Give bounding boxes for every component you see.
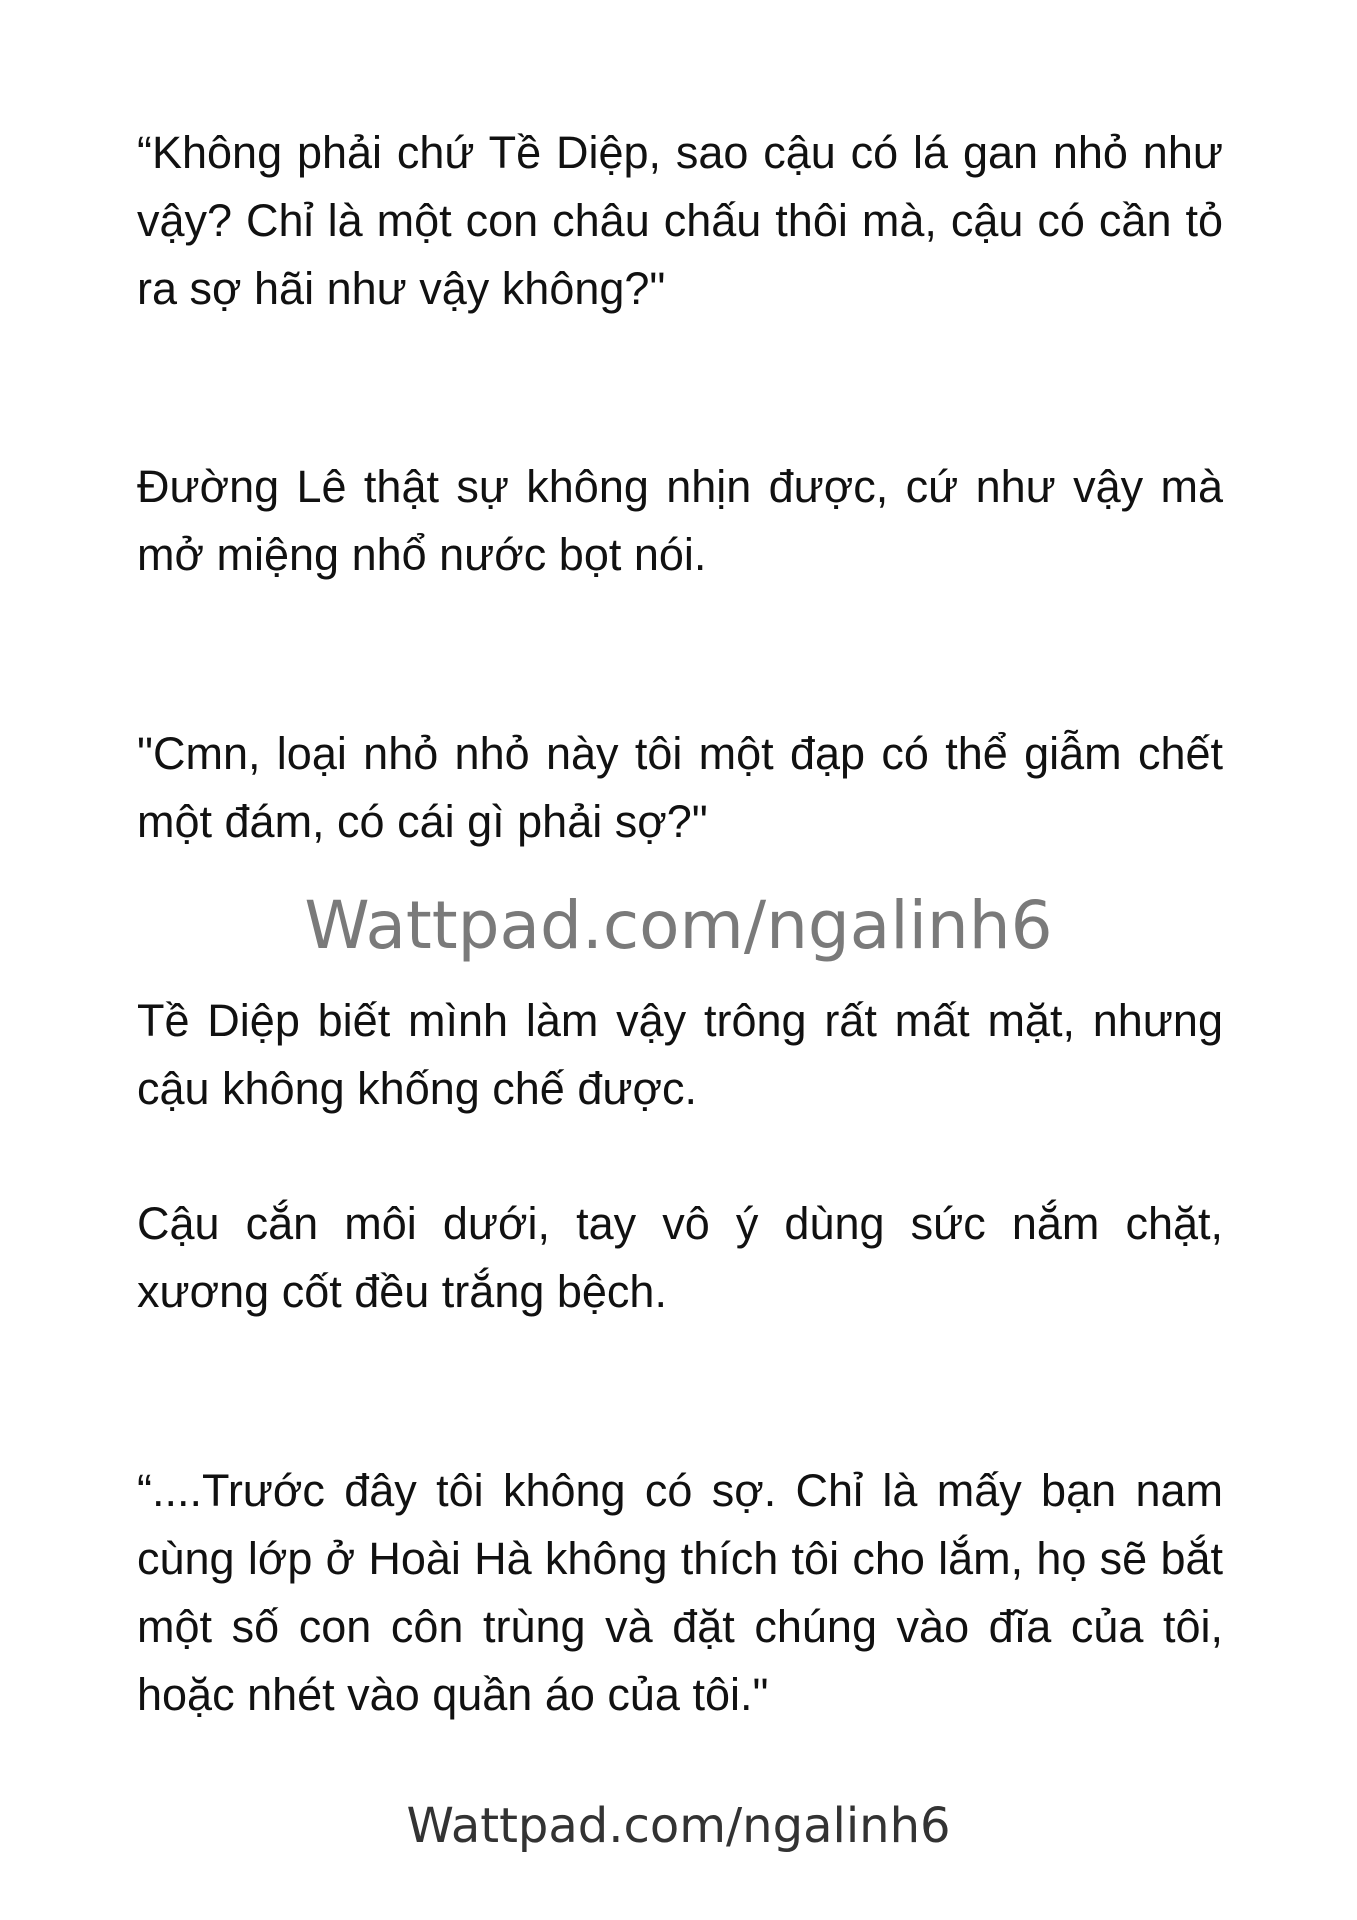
paragraph: Cậu cắn môi dưới, tay vô ý dùng sức nắm chặt, xương cốt đều trắng bệch.: [137, 1198, 1223, 1317]
paragraph: Đường Lê thật sự không nhịn được, cứ như vậy mà mở miệng nhổ nước bọt nói.: [137, 461, 1223, 580]
paragraph: "Cmn, loại nhỏ nhỏ này tôi một đạp có thể giẫm chết một đám, có cái gì phải sợ?": [137, 728, 1223, 847]
paragraph: “....Trước đây tôi không có sợ. Chỉ là mấy bạn nam cùng lớp ở Hoài Hà không thích tôi cho lắm, họ sẽ bắt một số con côn trùng và đặt chúng vào đĩa của tôi, hoặc nhét vào quần áo của tôi.": [137, 1465, 1223, 1720]
watermark-bottom: Wattpad.com/ngalinh6: [406, 1798, 951, 1854]
paragraph: Tề Diệp biết mình làm vậy trông rất mất mặt, nhưng cậu không khống chế được.: [137, 995, 1223, 1114]
paragraph: “Không phải chứ Tề Diệp, sao cậu có lá gan nhỏ như vậy? Chỉ là một con châu chấu thôi mà, cậu có cần tỏ ra sợ hãi như vậy không?": [137, 127, 1223, 314]
watermark-middle: Wattpad.com/ngalinh6: [304, 887, 1053, 964]
